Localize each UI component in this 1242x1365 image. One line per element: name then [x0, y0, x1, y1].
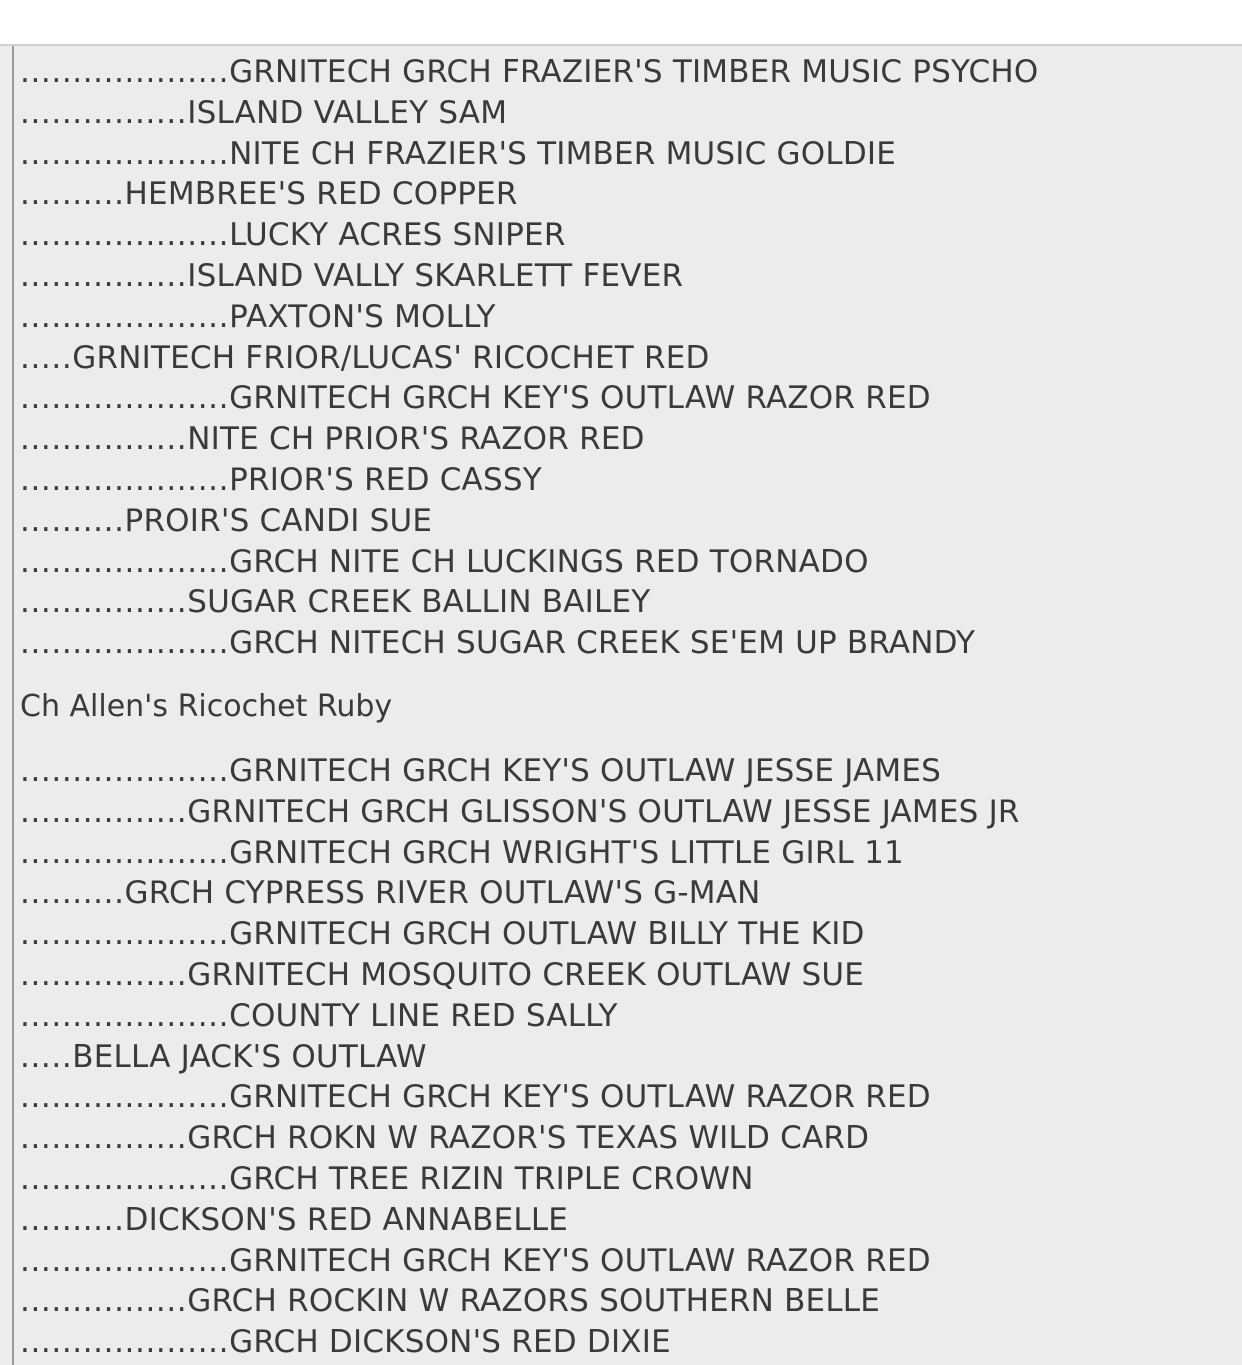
ancestor-name: GRNITECH GRCH KEY'S OUTLAW RAZOR RED [229, 1242, 931, 1279]
sire-lines [20, 52, 1235, 664]
generation-dots: .................... [20, 752, 230, 789]
pedigree-line [20, 792, 1235, 833]
ancestor-name: HEMBREE'S RED COPPER [124, 176, 518, 213]
generation-dots: .................... [20, 625, 230, 662]
ancestor-name: GRNITECH GRCH KEY'S OUTLAW JESSE JAMES [229, 752, 942, 789]
generation-dots: .......... [20, 1201, 125, 1238]
pedigree-line [20, 256, 1235, 297]
pedigree-line [20, 215, 1235, 256]
top-bar [0, 0, 1242, 46]
pedigree-line [20, 1241, 1235, 1282]
ancestor-name: ISLAND VALLY SKARLETT FEVER [187, 257, 684, 294]
ancestor-name: GRCH ROCKIN W RAZORS SOUTHERN BELLE [187, 1283, 881, 1320]
generation-dots: .................... [20, 543, 230, 580]
ancestor-name: GRCH TREE RIZIN TRIPLE CROWN [229, 1160, 754, 1197]
pedigree-line [20, 297, 1235, 338]
ancestor-name: PRIOR'S RED CASSY [229, 461, 542, 498]
generation-dots: ................ [20, 257, 188, 294]
generation-dots: .......... [20, 176, 125, 213]
pedigree-line [20, 52, 1235, 93]
pedigree-line [20, 460, 1235, 501]
pedigree-line [20, 93, 1235, 134]
generation-dots: .................... [20, 380, 230, 417]
pedigree-line [20, 378, 1235, 419]
ancestor-name: NITE CH FRAZIER'S TIMBER MUSIC GOLDIE [229, 135, 897, 172]
generation-dots: ................ [20, 421, 188, 458]
generation-dots: .................... [20, 461, 230, 498]
ancestor-name: NITE CH PRIOR'S RAZOR RED [187, 421, 645, 458]
pedigree-line [20, 582, 1235, 623]
pedigree-line [20, 338, 1235, 379]
ancestor-name: GRCH DICKSON'S RED DIXIE [229, 1324, 671, 1361]
ancestor-name: PAXTON'S MOLLY [229, 298, 496, 335]
ancestor-name: GRNITECH GRCH GLISSON'S OUTLAW JESSE JAMES JR [187, 793, 1020, 830]
pedigree-line [20, 1077, 1235, 1118]
generation-dots: .................... [20, 1242, 230, 1279]
pedigree-line [20, 174, 1235, 215]
generation-dots: .......... [20, 502, 125, 539]
pedigree-line [20, 542, 1235, 583]
generation-dots: ................ [20, 793, 188, 830]
subject-dog-name: Ch Allen's Ricochet Ruby [20, 688, 393, 724]
pedigree-line [20, 1322, 1235, 1363]
generation-dots: ..... [20, 339, 73, 376]
pedigree-panel [0, 46, 1242, 1365]
pedigree-line [20, 623, 1235, 664]
generation-dots: ................ [20, 1120, 188, 1157]
pedigree-line [20, 914, 1235, 955]
generation-dots: ..... [20, 1038, 73, 1075]
generation-dots: .................... [20, 135, 230, 172]
ancestor-name: DICKSON'S RED ANNABELLE [124, 1201, 569, 1238]
generation-dots: ................ [20, 956, 188, 993]
generation-dots: .................... [20, 1160, 230, 1197]
pedigree-line [20, 1281, 1235, 1322]
ancestor-name: GRNITECH GRCH OUTLAW BILLY THE KID [229, 916, 865, 953]
ancestor-name: GRNITECH GRCH WRIGHT'S LITTLE GIRL 11 [229, 834, 904, 871]
ancestor-name: GRNITECH GRCH KEY'S OUTLAW RAZOR RED [229, 1079, 931, 1116]
pedigree-line [20, 134, 1235, 175]
generation-dots: ................ [20, 94, 188, 131]
generation-dots: .................... [20, 916, 230, 953]
generation-dots: ................ [20, 584, 188, 621]
pedigree-content [20, 52, 1235, 1363]
ancestor-name: GRCH NITE CH LUCKINGS RED TORNADO [229, 543, 869, 580]
ancestor-name: SUGAR CREEK BALLIN BAILEY [187, 584, 651, 621]
pedigree-line [20, 1118, 1235, 1159]
pedigree-line [20, 751, 1235, 792]
ancestor-name: GRNITECH GRCH FRAZIER'S TIMBER MUSIC PSYCHO [229, 54, 1039, 90]
pedigree-line [20, 1159, 1235, 1200]
generation-dots: .......... [20, 875, 125, 912]
generation-dots: .................... [20, 54, 230, 90]
ancestor-name: GRNITECH GRCH KEY'S OUTLAW RAZOR RED [229, 380, 931, 417]
ancestor-name: COUNTY LINE RED SALLY [229, 997, 618, 1034]
pedigree-line [20, 1037, 1235, 1078]
dam-lines [20, 751, 1235, 1363]
panel-left-border [12, 46, 14, 1365]
pedigree-line [20, 1200, 1235, 1241]
pedigree-line [20, 873, 1235, 914]
pedigree-line [20, 955, 1235, 996]
ancestor-name: GRCH CYPRESS RIVER OUTLAW'S G-MAN [124, 875, 761, 912]
ancestor-name: BELLA JACK'S OUTLAW [72, 1038, 427, 1075]
ancestor-name: ISLAND VALLEY SAM [187, 94, 508, 131]
ancestor-name: PROIR'S CANDI SUE [124, 502, 433, 539]
generation-dots: .................... [20, 1324, 230, 1361]
ancestor-name: GRNITECH FRIOR/LUCAS' RICOCHET RED [72, 339, 710, 376]
pedigree-line [20, 501, 1235, 542]
ancestor-name: LUCKY ACRES SNIPER [229, 217, 566, 254]
ancestor-name: GRNITECH MOSQUITO CREEK OUTLAW SUE [187, 956, 865, 993]
generation-dots: .................... [20, 997, 230, 1034]
ancestor-name: GRCH NITECH SUGAR CREEK SE'EM UP BRANDY [229, 625, 976, 662]
generation-dots: ................ [20, 1283, 188, 1320]
ancestor-name: GRCH ROKN W RAZOR'S TEXAS WILD CARD [187, 1120, 870, 1157]
generation-dots: .................... [20, 217, 230, 254]
generation-dots: .................... [20, 1079, 230, 1116]
generation-dots: .................... [20, 834, 230, 871]
pedigree-line [20, 833, 1235, 874]
pedigree-line [20, 419, 1235, 460]
generation-dots: .................... [20, 298, 230, 335]
pedigree-line [20, 996, 1235, 1037]
